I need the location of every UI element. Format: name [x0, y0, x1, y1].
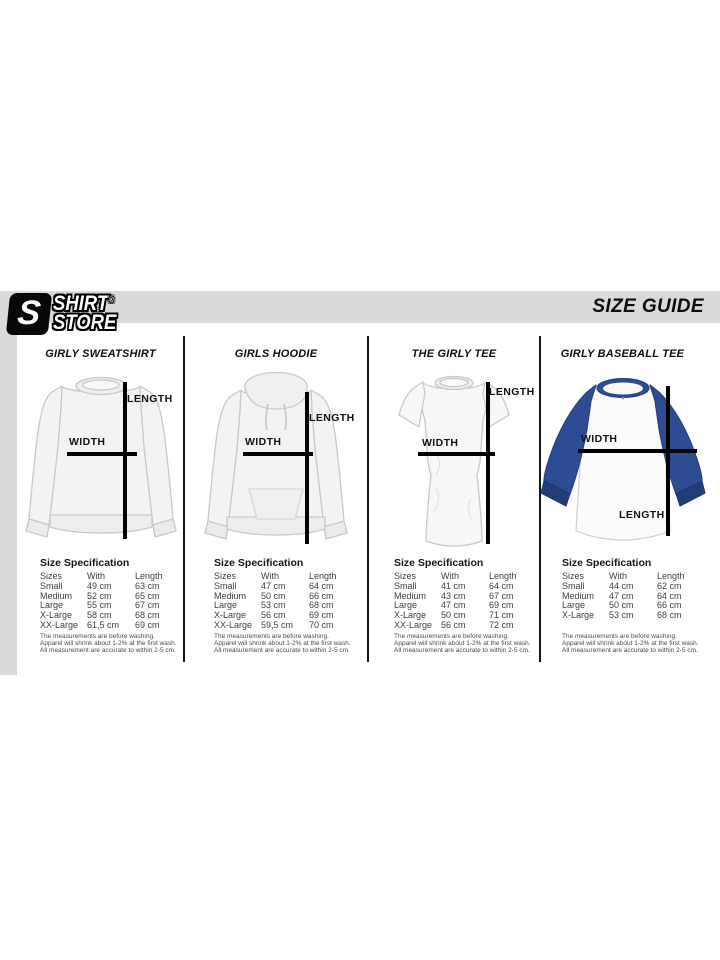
- garment-figure: [368, 369, 540, 552]
- measurement-notes: [214, 633, 363, 654]
- size-cell: Small: [40, 580, 63, 591]
- length-label: LENGTH: [619, 509, 665, 522]
- spec-col-header-width: With: [87, 571, 105, 582]
- length-cell: 69 cm: [135, 619, 160, 630]
- length-cell: 71 cm: [489, 609, 514, 620]
- length-cell: 69 cm: [489, 600, 514, 611]
- panel-title: GIRLY SWEATSHIRT: [45, 348, 156, 360]
- note-line: Apparel will shrink about 1-2% at the first wash.: [214, 640, 351, 647]
- width-line: [67, 452, 137, 456]
- note-line: The measurements are before washing.: [562, 633, 677, 640]
- width-cell: 43 cm: [441, 590, 466, 601]
- width-cell: 55 cm: [87, 600, 112, 611]
- spec-heading: Size Specification: [394, 557, 484, 570]
- logo-store-text: STORE: [53, 311, 117, 334]
- spec-col-header-width: With: [441, 571, 459, 582]
- spec-col-header-length: Length: [489, 571, 517, 582]
- length-cell: 69 cm: [309, 609, 334, 620]
- left-edge-strip: [0, 291, 17, 675]
- size-cell: Large: [40, 600, 64, 611]
- width-label: WIDTH: [69, 436, 106, 449]
- length-cell: 63 cm: [135, 580, 160, 591]
- width-label: WIDTH: [245, 436, 282, 449]
- spec-table: [394, 572, 540, 630]
- length-label: LENGTH: [489, 386, 535, 399]
- width-cell: 49 cm: [87, 580, 112, 591]
- logo-s-box: [6, 293, 52, 335]
- spec-table: [562, 572, 705, 621]
- measurement-notes: [394, 633, 535, 654]
- spec-table: [214, 572, 368, 630]
- size-cell: Large: [562, 600, 586, 611]
- size-cell: Small: [214, 580, 237, 591]
- spec-heading: Size Specification: [214, 557, 304, 570]
- length-cell: 66 cm: [657, 600, 682, 611]
- note-line: Apparel will shrink about 1-2% at the first wash.: [562, 640, 699, 647]
- size-cell: Medium: [394, 590, 427, 601]
- size-cell: Small: [394, 580, 417, 591]
- width-cell: 50 cm: [261, 590, 286, 601]
- panel-title: GIRLY BASEBALL TEE: [560, 348, 685, 360]
- size-specification: [540, 557, 705, 621]
- width-cell: 53 cm: [261, 600, 286, 611]
- length-cell: 68 cm: [135, 609, 160, 620]
- size-specification: [368, 557, 540, 630]
- spec-table: [40, 572, 184, 630]
- measurement-notes: [40, 633, 179, 654]
- spec-col-header-width: With: [609, 571, 627, 582]
- size-cell: Medium: [562, 590, 595, 601]
- width-label: WIDTH: [422, 437, 459, 450]
- length-line: [666, 386, 670, 536]
- length-line: [123, 382, 127, 539]
- width-line: [418, 452, 495, 456]
- width-cell: 47 cm: [261, 580, 286, 591]
- width-cell: 47 cm: [441, 600, 466, 611]
- size-cell: Large: [394, 600, 418, 611]
- size-cell: Large: [214, 600, 238, 611]
- width-cell: 52 cm: [87, 590, 112, 601]
- size-cell: Medium: [40, 590, 73, 601]
- brand-logo: [8, 293, 125, 335]
- logo-s-letter: S: [15, 294, 43, 332]
- logo-shirt-text: SHIRT: [53, 292, 109, 315]
- length-cell: 70 cm: [309, 619, 334, 630]
- panel-girly-baseball-tee: [540, 323, 705, 675]
- spec-col-header-length: Length: [135, 571, 163, 582]
- length-cell: 64 cm: [489, 580, 514, 591]
- note-line: All measurement are accurate to within 2-5 cm.: [40, 647, 176, 654]
- width-line: [243, 452, 313, 456]
- panel-the-girly-tee: [368, 323, 540, 675]
- width-cell: 50 cm: [609, 600, 634, 611]
- spec-heading: Size Specification: [40, 557, 130, 570]
- length-line: [486, 382, 490, 544]
- size-cell: X-Large: [40, 609, 73, 620]
- width-line: [578, 449, 697, 453]
- size-chart-content: [17, 323, 705, 675]
- size-cell: X-Large: [214, 609, 247, 620]
- note-line: Apparel will shrink about 1-2% at the first wash.: [394, 640, 531, 647]
- baseball-tee-image: [538, 369, 708, 552]
- length-cell: 65 cm: [135, 590, 160, 601]
- spec-col-header-width: With: [261, 571, 279, 582]
- length-cell: 64 cm: [309, 580, 334, 591]
- note-line: All measurement are accurate to within 2-5 cm.: [214, 647, 350, 654]
- size-cell: Medium: [214, 590, 247, 601]
- hoodie-image: [191, 369, 361, 552]
- length-cell: 72 cm: [489, 619, 514, 630]
- panel-title: THE GIRLY TEE: [411, 348, 497, 360]
- logo-word-shirt: [53, 291, 116, 313]
- length-cell: 62 cm: [657, 580, 682, 591]
- width-cell: 41 cm: [441, 580, 466, 591]
- size-cell: XX-Large: [394, 619, 433, 630]
- garment-figure: [184, 369, 368, 552]
- width-cell: 44 cm: [609, 580, 634, 591]
- garment-figure: [17, 369, 184, 552]
- width-cell: 47 cm: [609, 590, 634, 601]
- spec-col-header-sizes: Sizes: [562, 571, 585, 582]
- note-line: All measurement are accurate to within 2-5 cm.: [562, 647, 698, 654]
- size-cell: XX-Large: [214, 619, 253, 630]
- length-line: [305, 392, 309, 544]
- size-cell: X-Large: [562, 609, 595, 620]
- panel-girly-sweatshirt: [17, 323, 184, 675]
- note-line: The measurements are before washing.: [40, 633, 155, 640]
- width-label: WIDTH: [581, 433, 618, 446]
- spec-col-header-length: Length: [309, 571, 337, 582]
- panel-girls-hoodie: [184, 323, 368, 675]
- spec-col-header-sizes: Sizes: [40, 571, 63, 582]
- width-cell: 56 cm: [261, 609, 286, 620]
- size-guide-heading: SIZE GUIDE: [592, 296, 704, 317]
- length-label: LENGTH: [309, 412, 355, 425]
- spec-heading: Size Specification: [562, 557, 652, 570]
- length-cell: 67 cm: [489, 590, 514, 601]
- size-specification: [17, 557, 184, 630]
- spec-col-header-sizes: Sizes: [394, 571, 417, 582]
- logo-word-store: [53, 313, 116, 332]
- note-line: The measurements are before washing.: [214, 633, 329, 640]
- garment-figure: [540, 369, 705, 552]
- measurement-notes: [562, 633, 700, 654]
- width-cell: 59,5 cm: [261, 619, 294, 630]
- panel-title: GIRLS HOODIE: [234, 348, 318, 360]
- width-cell: 53 cm: [609, 609, 634, 620]
- logo-wordmark: [53, 291, 116, 332]
- registered-mark-icon: ®: [108, 297, 114, 304]
- length-cell: 66 cm: [309, 590, 334, 601]
- size-specification: [184, 557, 368, 630]
- size-cell: Small: [562, 580, 585, 591]
- size-cell: XX-Large: [40, 619, 79, 630]
- note-line: All measurement are accurate to within 2-5 cm.: [394, 647, 530, 654]
- length-cell: 64 cm: [657, 590, 682, 601]
- note-line: The measurements are before washing.: [394, 633, 509, 640]
- length-cell: 67 cm: [135, 600, 160, 611]
- length-label: LENGTH: [127, 393, 173, 406]
- width-cell: 56 cm: [441, 619, 466, 630]
- spec-col-header-sizes: Sizes: [214, 571, 237, 582]
- length-cell: 68 cm: [309, 600, 334, 611]
- spec-col-header-length: Length: [657, 571, 685, 582]
- width-cell: 61,5 cm: [87, 619, 120, 630]
- length-cell: 68 cm: [657, 609, 682, 620]
- width-cell: 50 cm: [441, 609, 466, 620]
- size-cell: X-Large: [394, 609, 427, 620]
- note-line: Apparel will shrink about 1-2% at the first wash.: [40, 640, 177, 647]
- width-cell: 58 cm: [87, 609, 112, 620]
